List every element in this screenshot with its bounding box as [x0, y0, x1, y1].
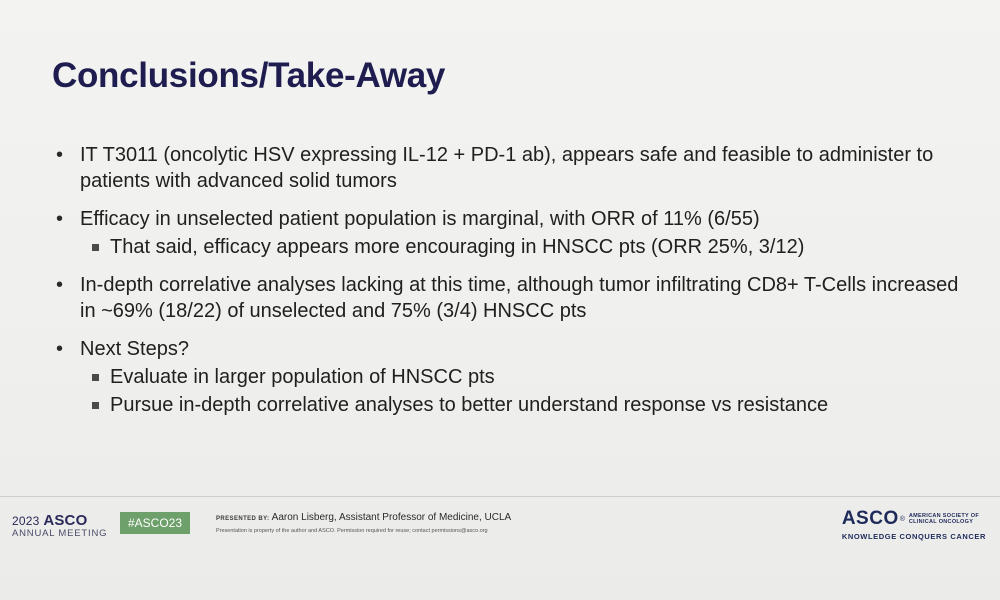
bullet-item: [52, 272, 972, 324]
bullet-dot-icon: •: [56, 274, 64, 296]
sub-bullet-list: [80, 364, 972, 418]
bullet-item: [52, 206, 972, 260]
bullet-text: Next Steps?: [80, 338, 189, 360]
bullet-text: IT T3011 (oncolytic HSV expressing IL-12 + PD-1 ab), appears safe and feasible to administer to patients with advanced solid tumors: [80, 144, 934, 192]
square-bullet-icon: [92, 374, 99, 381]
slide-title: Conclusions/Take-Away: [52, 56, 446, 95]
bullet-dot-icon: •: [56, 144, 64, 166]
bullet-item: [52, 142, 972, 194]
bullet-dot-icon: •: [56, 338, 64, 360]
sub-bullet-item: [80, 392, 972, 418]
meeting-year: 2023: [12, 514, 40, 528]
sub-bullet-list: [80, 234, 972, 260]
bullet-dot-icon: •: [56, 208, 64, 230]
sub-bullet-text: Pursue in-depth correlative analyses to better understand response vs resistance: [110, 394, 829, 416]
presenter-info: [216, 512, 511, 534]
asco-annual-meeting-logo: [12, 512, 107, 539]
disclaimer-text: Presentation is property of the author and ASCO. Permission required for reuse; contact permissions@asco.org: [216, 528, 488, 534]
asco-logo-word: ASCO: [841, 508, 899, 529]
sub-bullet-item: [80, 364, 972, 390]
hashtag-badge: #ASCO23: [120, 512, 190, 534]
asco-logo: [842, 508, 986, 541]
bullet-text: In-depth correlative analyses lacking at this time, although tumor infiltrating CD8+ T-Cells increased in ~69% (18/22) of unselected and 75% (3/4) HNSCC pts: [80, 274, 959, 322]
society-name: AMERICAN SOCIETY OF CLINICAL ONCOLOGY: [908, 513, 979, 525]
sub-bullet-text: Evaluate in larger population of HNSCC pts: [110, 366, 495, 388]
registered-icon: ®: [899, 515, 905, 523]
sub-bullet-item: [80, 234, 972, 260]
bullet-text: Efficacy in unselected patient population is marginal, with ORR of 11% (6/55): [80, 208, 760, 230]
presented-by-label: PRESENTED BY:: [216, 516, 270, 522]
meeting-org: ASCO: [43, 512, 88, 529]
asco-tagline: KNOWLEDGE CONQUERS CANCER: [841, 532, 986, 541]
square-bullet-icon: [92, 402, 99, 409]
meeting-name: ANNUAL MEETING: [12, 528, 108, 539]
sub-bullet-text: That said, efficacy appears more encouraging in HNSCC pts (ORR 25%, 3/12): [110, 236, 805, 258]
bullet-item: [52, 336, 972, 418]
square-bullet-icon: [92, 244, 99, 251]
bullet-list: [52, 142, 972, 430]
footer-divider: [0, 496, 1000, 497]
presenter-name: Aaron Lisberg, Assistant Professor of Medicine, UCLA: [271, 512, 512, 523]
